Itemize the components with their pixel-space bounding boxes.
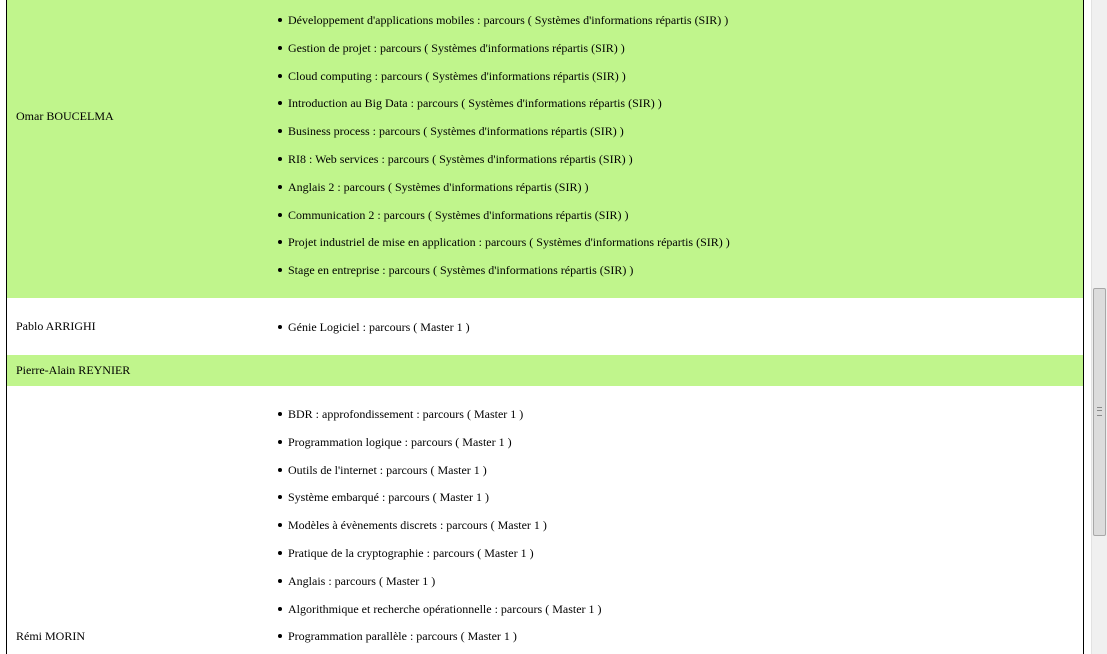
bullet-icon (278, 607, 282, 611)
list-item (276, 68, 730, 96)
course-label: BDR : approfondissement : parcours ( Master 1 ) (288, 407, 524, 421)
course-label: Stage en entreprise : parcours ( Systèmes d'informations répartis (SIR) ) (288, 263, 634, 278)
list-item (276, 123, 730, 151)
table-row (7, 355, 1083, 386)
course-label: Introduction au Big Data : parcours ( Systèmes d'informations répartis (SIR) ) (288, 96, 662, 111)
list-item (276, 601, 602, 629)
bullet-icon (278, 634, 282, 638)
bullet-icon (278, 101, 282, 105)
course-label: Communication 2 : parcours ( Systèmes d'informations répartis (SIR) ) (288, 207, 629, 222)
grip-icon (1097, 407, 1102, 416)
table-row (7, 0, 1083, 298)
course-label: Cloud computing : parcours ( Systèmes d'informations répartis (SIR) ) (288, 68, 626, 83)
bullet-icon (278, 185, 282, 189)
bullet-icon (278, 268, 282, 272)
list-item (276, 545, 602, 573)
bullet-icon (278, 46, 282, 50)
list-item (276, 462, 602, 490)
scrollbar-thumb[interactable] (1093, 288, 1106, 536)
course-list (276, 12, 730, 290)
course-label: Programmation parallèle : parcours ( Master 1 ) (288, 629, 517, 644)
vertical-scrollbar[interactable] (1091, 0, 1107, 654)
bullet-icon (278, 325, 282, 329)
course-label: Programmation logique : parcours ( Master 1 ) (288, 434, 512, 449)
teacher-name: Pierre-Alain REYNIER (16, 363, 131, 377)
table-row (7, 386, 1083, 654)
list-item (276, 151, 730, 179)
list-item (276, 517, 602, 545)
list-item (276, 406, 602, 434)
course-label: Génie Logiciel : parcours ( Master 1 ) (288, 320, 470, 334)
course-list (276, 319, 470, 347)
list-item (276, 319, 470, 347)
course-label: Anglais : parcours ( Master 1 ) (288, 573, 436, 588)
course-label: Projet industriel de mise en application : parcours ( Systèmes d'informations répartis (SIR) ) (288, 235, 730, 250)
list-item (276, 179, 730, 207)
list-item (276, 262, 730, 290)
course-label: Anglais 2 : parcours ( Systèmes d'informations répartis (SIR) ) (288, 179, 589, 194)
bullet-icon (278, 240, 282, 244)
list-item (276, 234, 730, 262)
list-item (276, 628, 602, 654)
bullet-icon (278, 551, 282, 555)
list-item (276, 573, 602, 601)
bullet-icon (278, 468, 282, 472)
course-label: Algorithmique et recherche opérationnelle : parcours ( Master 1 ) (288, 601, 602, 616)
list-item (276, 95, 730, 123)
teacher-name: Pablo ARRIGHI (16, 319, 96, 333)
course-label: Outils de l'internet : parcours ( Master 1 ) (288, 462, 487, 477)
bullet-icon (278, 412, 282, 416)
course-label: Système embarqué : parcours ( Master 1 ) (288, 490, 489, 505)
bullet-icon (278, 74, 282, 78)
table-row (7, 298, 1083, 355)
teacher-name: Omar BOUCELMA (16, 109, 114, 123)
course-label: Gestion de projet : parcours ( Systèmes d'informations répartis (SIR) ) (288, 40, 625, 55)
bullet-icon (278, 579, 282, 583)
bullet-icon (278, 129, 282, 133)
list-item (276, 489, 602, 517)
teachers-courses-table (6, 0, 1084, 654)
bullet-icon (278, 213, 282, 217)
bullet-icon (278, 523, 282, 527)
course-label: Modèles à évènements discrets : parcours ( Master 1 ) (288, 518, 547, 533)
list-item (276, 12, 730, 40)
teacher-name: Rémi MORIN (16, 629, 85, 643)
bullet-icon (278, 18, 282, 22)
bullet-icon (278, 495, 282, 499)
course-label: Pratique de la cryptographie : parcours ( Master 1 ) (288, 545, 534, 560)
course-label: Développement d'applications mobiles : parcours ( Systèmes d'informations répartis (SIR) ) (288, 13, 729, 27)
course-label: RI8 : Web services : parcours ( Systèmes d'informations répartis (SIR) ) (288, 151, 633, 166)
course-list (276, 406, 602, 654)
list-item (276, 40, 730, 68)
list-item (276, 207, 730, 235)
bullet-icon (278, 440, 282, 444)
bullet-icon (278, 157, 282, 161)
list-item (276, 434, 602, 462)
course-label: Business process : parcours ( Systèmes d'informations répartis (SIR) ) (288, 124, 624, 139)
